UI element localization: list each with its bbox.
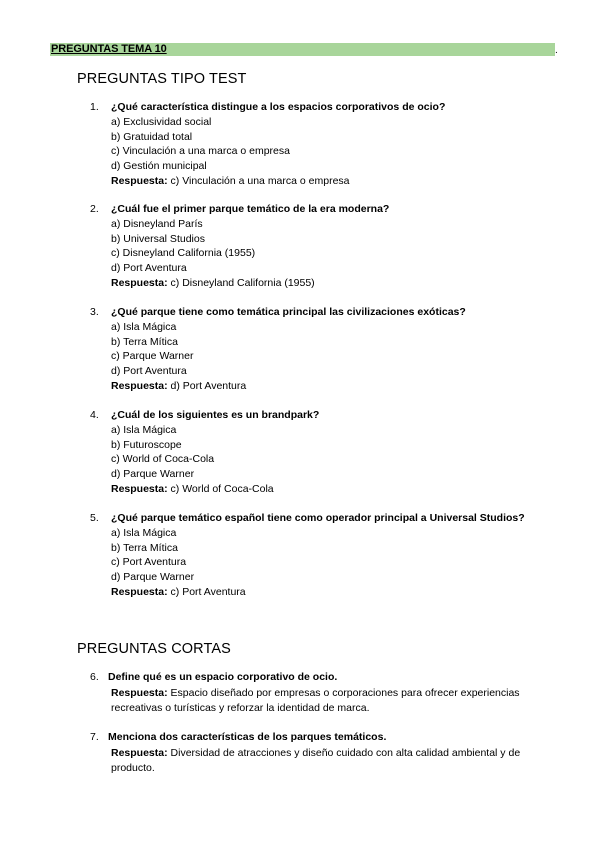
answer-label: Respuesta: bbox=[111, 585, 168, 598]
short-question-7 bbox=[90, 730, 530, 777]
answer-line bbox=[111, 482, 540, 497]
answer-label: Respuesta: bbox=[111, 482, 168, 495]
question-number: 2. bbox=[90, 203, 99, 215]
option: c) World of Coca-Cola bbox=[111, 453, 215, 466]
section-title-test: PREGUNTAS TIPO TEST bbox=[77, 71, 247, 87]
question-number: 4. bbox=[90, 409, 99, 421]
question-text: ¿Cuál de los siguientes es un brandpark? bbox=[111, 409, 320, 421]
answer-line bbox=[111, 686, 530, 717]
test-question-4 bbox=[90, 408, 540, 497]
option: a) Exclusividad social bbox=[111, 115, 212, 128]
question-number: 6. bbox=[90, 671, 99, 683]
short-question-6 bbox=[90, 670, 530, 717]
option: d) Parque Warner bbox=[111, 468, 195, 481]
option: b) Gratuidad total bbox=[111, 130, 193, 143]
option: d) Port Aventura bbox=[111, 262, 187, 275]
answer-text: d) Port Aventura bbox=[170, 379, 247, 392]
test-question-3 bbox=[90, 305, 540, 394]
question-text: Define qué es un espacio corporativo de ocio. bbox=[108, 671, 338, 683]
answer-text: c) World of Coca-Cola bbox=[170, 482, 274, 495]
option: b) Terra Mítica bbox=[111, 335, 178, 348]
option: b) Universal Studios bbox=[111, 232, 205, 245]
option: c) Vinculación a una marca o empresa bbox=[111, 145, 290, 158]
question-number: 3. bbox=[90, 306, 99, 318]
option: a) Isla Mágica bbox=[111, 320, 177, 333]
answer-line bbox=[111, 379, 540, 394]
option: c) Port Aventura bbox=[111, 556, 187, 569]
option: b) Futuroscope bbox=[111, 438, 182, 451]
answer-text: c) Port Aventura bbox=[170, 585, 246, 598]
test-question-2 bbox=[90, 202, 540, 291]
answer-text: c) Vinculación a una marca o empresa bbox=[170, 174, 350, 187]
answer-text: c) Disneyland California (1955) bbox=[170, 276, 315, 289]
question-text: ¿Qué característica distingue a los espacios corporativos de ocio? bbox=[111, 101, 446, 113]
option: d) Parque Warner bbox=[111, 571, 195, 584]
answer-line bbox=[111, 174, 540, 189]
test-question-1 bbox=[90, 100, 540, 189]
question-number: 5. bbox=[90, 512, 99, 524]
page-title: PREGUNTAS TEMA 10 bbox=[51, 43, 167, 55]
option: c) Parque Warner bbox=[111, 350, 194, 363]
answer-text: Diversidad de atracciones y diseño cuidado con alta calidad ambiental y de producto. bbox=[111, 746, 521, 774]
answer-line bbox=[111, 746, 530, 777]
test-question-5 bbox=[90, 511, 540, 600]
option: a) Isla Mágica bbox=[111, 423, 177, 436]
option: b) Terra Mítica bbox=[111, 541, 178, 554]
question-text: ¿Qué parque temático español tiene como operador principal a Universal Studios? bbox=[111, 512, 525, 524]
answer-label: Respuesta: bbox=[111, 276, 168, 289]
answer-line bbox=[111, 585, 540, 600]
section-title-short: PREGUNTAS CORTAS bbox=[77, 641, 231, 657]
option: a) Isla Mágica bbox=[111, 526, 177, 539]
option: d) Port Aventura bbox=[111, 365, 187, 378]
answer-label: Respuesta: bbox=[111, 686, 168, 699]
question-number: 7. bbox=[90, 731, 99, 743]
question-text: Menciona dos características de los parques temáticos. bbox=[108, 731, 387, 743]
answer-text: Espacio diseñado por empresas o corporaciones para ofrecer experiencias recreativas o turísticas y reforzar la identidad de marca. bbox=[111, 686, 520, 714]
option: d) Gestión municipal bbox=[111, 160, 207, 173]
option: a) Disneyland París bbox=[111, 217, 203, 230]
header-dot: . bbox=[555, 45, 558, 56]
question-text: ¿Cuál fue el primer parque temático de la era moderna? bbox=[111, 203, 390, 215]
answer-line bbox=[111, 276, 540, 291]
question-text: ¿Qué parque tiene como temática principal las civilizaciones exóticas? bbox=[111, 306, 466, 318]
answer-label: Respuesta: bbox=[111, 746, 168, 759]
option: c) Disneyland California (1955) bbox=[111, 247, 256, 260]
question-number: 1. bbox=[90, 101, 99, 113]
answer-label: Respuesta: bbox=[111, 379, 168, 392]
answer-label: Respuesta: bbox=[111, 174, 168, 187]
